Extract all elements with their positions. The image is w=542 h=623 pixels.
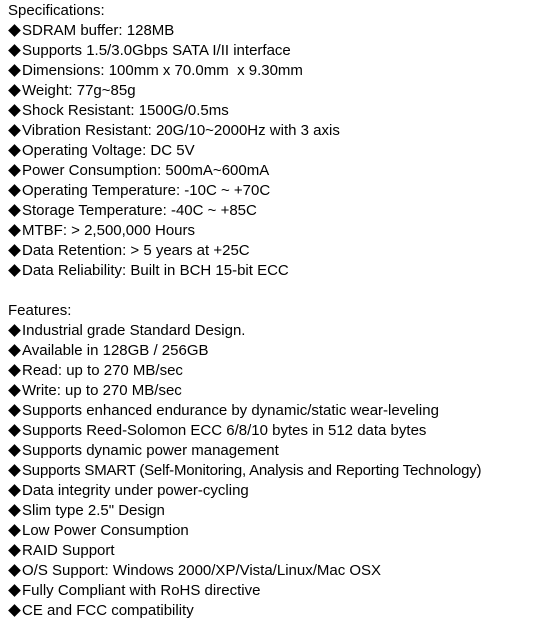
specifications-list <box>8 21 542 281</box>
diamond-bullet-icon <box>8 121 22 141</box>
list-item <box>8 161 542 181</box>
list-item <box>8 521 542 541</box>
specifications-heading: Specifications: <box>8 2 105 19</box>
list-item-text: Write: up to 270 MB/sec <box>22 382 182 399</box>
diamond-bullet-icon <box>8 41 22 61</box>
list-item <box>8 501 542 521</box>
list-item <box>8 101 542 121</box>
list-item-text: Vibration Resistant: 20G/10~2000Hz with 3 axis <box>22 122 340 139</box>
diamond-bullet-icon <box>8 321 22 341</box>
diamond-bullet-icon <box>8 581 22 601</box>
list-item-text: Supports 1.5/3.0Gbps SATA I/II interface <box>22 42 291 59</box>
list-item <box>8 541 542 561</box>
list-item <box>8 21 542 41</box>
diamond-bullet-icon <box>8 81 22 101</box>
list-item <box>8 381 542 401</box>
list-item <box>8 341 542 361</box>
list-item-text: Dimensions: 100mm x 70.0mm x 9.30mm <box>22 62 303 79</box>
list-item <box>8 121 542 141</box>
list-item <box>8 181 542 201</box>
diamond-bullet-icon <box>8 181 22 201</box>
list-item-text: Power Consumption: 500mA~600mA <box>22 162 270 179</box>
list-item <box>8 401 542 421</box>
list-item-text: Slim type 2.5" Design <box>22 502 165 519</box>
diamond-bullet-icon <box>8 221 22 241</box>
list-item-text: RAID Support <box>22 542 115 559</box>
list-item-text: Shock Resistant: 1500G/0.5ms <box>22 102 229 119</box>
list-item-text: Industrial grade Standard Design. <box>22 322 246 339</box>
diamond-bullet-icon <box>8 101 22 121</box>
diamond-bullet-icon <box>8 21 22 41</box>
diamond-bullet-icon <box>8 561 22 581</box>
diamond-bullet-icon <box>8 501 22 521</box>
diamond-bullet-icon <box>8 381 22 401</box>
list-item-text: Operating Voltage: DC 5V <box>22 142 195 159</box>
diamond-bullet-icon <box>8 141 22 161</box>
list-item-text: Weight: 77g~85g <box>22 82 136 99</box>
list-item <box>8 481 542 501</box>
list-item-text: CE and FCC compatibility <box>22 602 194 619</box>
diamond-bullet-icon <box>8 441 22 461</box>
list-item <box>8 421 542 441</box>
list-item-text: Supports Reed-Solomon ECC 6/8/10 bytes in 512 data bytes <box>22 422 427 439</box>
features-list <box>8 321 542 621</box>
list-item <box>8 361 542 381</box>
list-item <box>8 261 542 281</box>
features-heading: Features: <box>8 302 72 319</box>
list-item <box>8 61 542 81</box>
diamond-bullet-icon <box>8 461 22 481</box>
diamond-bullet-icon <box>8 601 22 621</box>
list-item-text: Data Retention: > 5 years at +25C <box>22 242 250 259</box>
section-spacer <box>8 281 542 301</box>
list-item <box>8 321 542 341</box>
list-item-text: Available in 128GB / 256GB <box>22 342 209 359</box>
list-item-text: O/S Support: Windows 2000/XP/Vista/Linux/Mac OSX <box>22 562 382 579</box>
list-item-text: Read: up to 270 MB/sec <box>22 362 183 379</box>
list-item <box>8 141 542 161</box>
list-item-text: Low Power Consumption <box>22 522 189 539</box>
diamond-bullet-icon <box>8 201 22 221</box>
list-item <box>8 221 542 241</box>
list-item <box>8 81 542 101</box>
diamond-bullet-icon <box>8 481 22 501</box>
list-item-text: Supports SMART (Self-Monitoring, Analysis and Reporting Technology) <box>22 462 482 479</box>
list-item <box>8 601 542 621</box>
list-item-text: SDRAM buffer: 128MB <box>22 22 175 39</box>
diamond-bullet-icon <box>8 421 22 441</box>
list-item-text: Storage Temperature: -40C ~ +85C <box>22 202 257 219</box>
list-item-text: Operating Temperature: -10C ~ +70C <box>22 182 271 199</box>
list-item <box>8 201 542 221</box>
diamond-bullet-icon <box>8 61 22 81</box>
diamond-bullet-icon <box>8 541 22 561</box>
list-item-text: Supports dynamic power management <box>22 442 279 459</box>
diamond-bullet-icon <box>8 361 22 381</box>
diamond-bullet-icon <box>8 341 22 361</box>
list-item-text: Data integrity under power-cycling <box>22 482 249 499</box>
list-item <box>8 581 542 601</box>
spec-document <box>8 1 542 621</box>
list-item <box>8 461 542 481</box>
list-item <box>8 441 542 461</box>
list-item <box>8 561 542 581</box>
list-item-text: Fully Compliant with RoHS directive <box>22 582 261 599</box>
list-item <box>8 41 542 61</box>
list-item-text: Supports enhanced endurance by dynamic/static wear-leveling <box>22 402 439 419</box>
diamond-bullet-icon <box>8 241 22 261</box>
list-item-text: MTBF: > 2,500,000 Hours <box>22 222 195 239</box>
diamond-bullet-icon <box>8 521 22 541</box>
diamond-bullet-icon <box>8 161 22 181</box>
diamond-bullet-icon <box>8 401 22 421</box>
list-item-text: Data Reliability: Built in BCH 15-bit ECC <box>22 262 289 279</box>
list-item <box>8 241 542 261</box>
diamond-bullet-icon <box>8 261 22 281</box>
